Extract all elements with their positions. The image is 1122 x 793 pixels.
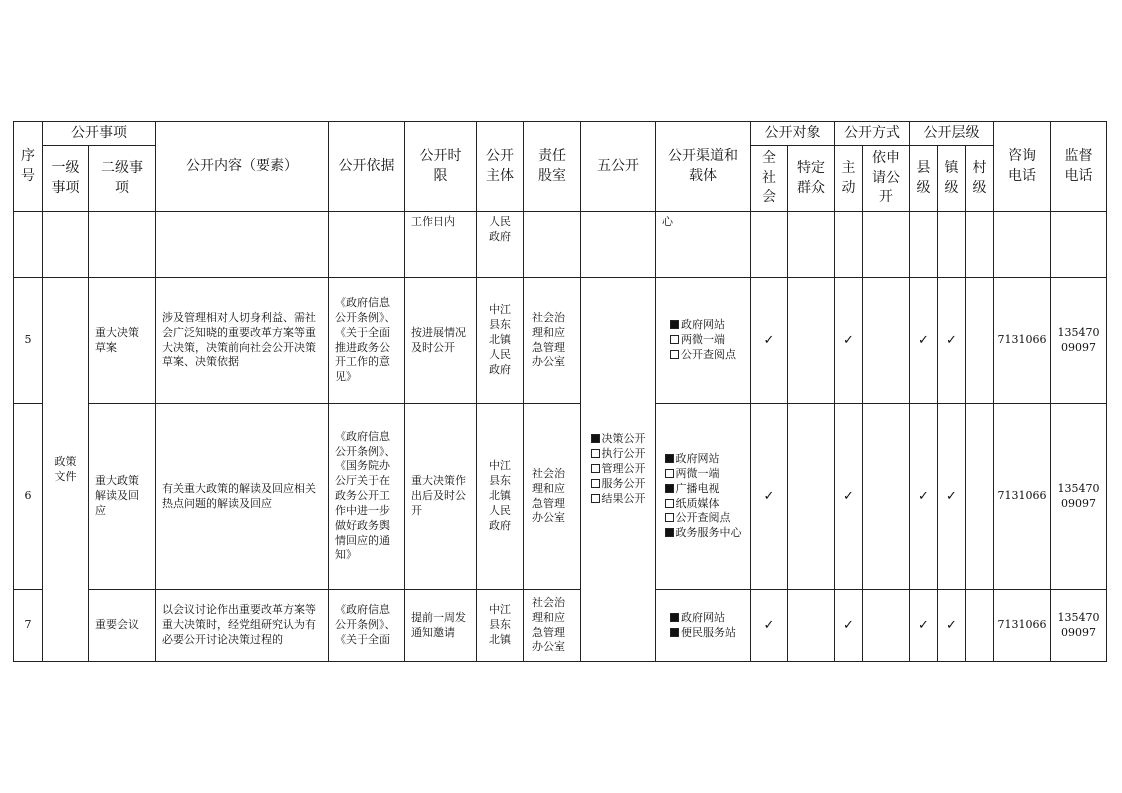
unchecked-box-icon [591,464,600,473]
cell-empty [966,212,994,278]
disclosure-table [13,121,1107,662]
checkbox-label: 服务公开 [601,476,646,490]
checkbox-label: 执行公开 [601,447,646,461]
checkbox-item [665,511,742,526]
cell-content: 有关重大政策的解读及回应相关热点问题的解读及回应 [156,404,329,590]
header-basis: 公开依据 [329,122,405,212]
checkbox-label: 公开查阅点 [681,347,736,361]
header-mode-apply: 依申请公开 [863,146,910,212]
cell-supervise: 13547009097 [1051,278,1107,404]
checkbox-label: 便民服务站 [681,625,736,639]
cell-supervise: 13547009097 [1051,404,1107,590]
cell-supervise: 13547009097 [1051,590,1107,662]
checkbox-item [591,462,646,477]
cell-target-all: ✓ [751,278,788,404]
header-level2: 二级事项 [89,146,156,212]
unchecked-box-icon [665,499,674,508]
cell-consult: 7131066 [994,404,1051,590]
five-open-list [591,432,646,506]
cell-empty [1051,212,1107,278]
cell-empty [156,212,329,278]
checkbox-item [670,333,736,348]
cell-time-limit: 提前一周发通知邀请 [405,590,477,662]
cell-consult: 7131066 [994,590,1051,662]
checkbox-label: 政府网站 [675,451,720,465]
checkbox-label: 两微一端 [675,466,720,480]
cell-seq: 5 [14,278,43,404]
cell-level2: 重大决策草案 [89,278,156,404]
header-seq: 序号 [14,122,43,212]
header-level-county: 县级 [910,146,938,212]
checkbox-item [591,492,646,507]
cell-empty [329,212,405,278]
cell-mode-active: ✓ [835,278,863,404]
cell-content: 涉及管理相对人切身利益、需社会广泛知晓的重要改革方案等重大决策，决策前向社会公开决策草案、决策依据 [156,278,329,404]
cell-level-town: ✓ [938,590,966,662]
cell-level2: 重要会议 [89,590,156,662]
cell-dept: 社会治理和应急管理办公室 [524,278,581,404]
cell-empty [89,212,156,278]
header-time-limit: 公开时限 [405,122,477,212]
cell-dept: 社会治理和应急管理办公室 [524,590,581,662]
cell-seq: 6 [14,404,43,590]
cell-empty [863,212,910,278]
cell-level-county: ✓ [910,404,938,590]
checkbox-item [591,432,646,447]
checkbox-item [670,611,736,626]
header-five-open: 五公开 [581,122,656,212]
checkbox-item [665,452,742,467]
header-target-specific: 特定群众 [788,146,835,212]
checkbox-label: 纸质媒体 [675,496,720,510]
checkbox-item [665,526,742,541]
header-mode-active: 主动 [835,146,863,212]
unchecked-box-icon [591,449,600,458]
cell-level-county: ✓ [910,590,938,662]
table-row [14,404,1107,590]
cell-seq: 7 [14,590,43,662]
cell-level-county: ✓ [910,278,938,404]
cell-subject: 人民政府 [477,212,524,278]
header-items-group: 公开事项 [43,122,156,146]
cell-empty [43,212,89,278]
unchecked-box-icon [591,494,600,503]
checkbox-item [591,477,646,492]
cell-target-all: ✓ [751,404,788,590]
cell-mode-active: ✓ [835,590,863,662]
header-supervise: 监督电话 [1051,122,1107,212]
cell-level-village [966,278,994,404]
checkbox-item [665,482,742,497]
checked-box-icon [670,628,679,637]
cell-channel [656,278,751,404]
unchecked-box-icon [665,513,674,522]
cell-five-open [581,278,656,662]
cell-mode-active: ✓ [835,404,863,590]
cell-target-specific [788,590,835,662]
header-consult: 咨询电话 [994,122,1051,212]
checked-box-icon [665,528,674,537]
checkbox-label: 政府网站 [681,318,725,332]
cell-target-specific [788,404,835,590]
cell-subject: 中江县东北镇 [477,590,524,662]
cell-subject: 中江县东北镇人民政府 [477,404,524,590]
table-row [14,278,1107,404]
cell-level-town: ✓ [938,278,966,404]
header-level1: 一级事项 [43,146,89,212]
checked-box-icon [665,454,674,463]
checkbox-item [670,318,736,333]
table-row [14,590,1107,662]
checked-box-icon [665,484,674,493]
header-level-group: 公开层级 [910,122,994,146]
cell-mode-apply [863,590,910,662]
header-content: 公开内容（要素） [156,122,329,212]
channel-list [665,452,742,541]
cell-empty [524,212,581,278]
cell-target-all: ✓ [751,590,788,662]
cell-level-village [966,404,994,590]
table-row-continuation [14,212,1107,278]
cell-empty [938,212,966,278]
checkbox-label: 广播电视 [675,481,720,495]
cell-mode-apply [863,404,910,590]
cell-level2: 重大政策解读及回应 [89,404,156,590]
checked-box-icon [670,320,679,329]
header-row-1 [14,122,1107,146]
cell-consult: 7131066 [994,278,1051,404]
cell-time-limit: 重大决策作出后及时公开 [405,404,477,590]
unchecked-box-icon [670,335,679,344]
checkbox-item [670,626,736,641]
cell-channel: 心 [656,212,751,278]
cell-channel [656,404,751,590]
cell-target-specific [788,278,835,404]
cell-empty [994,212,1051,278]
channel-list [670,611,736,641]
cell-dept: 社会治理和应急管理办公室 [524,404,581,590]
cell-empty [751,212,788,278]
channel-list [670,318,736,363]
checkbox-item [591,447,646,462]
cell-mode-apply [863,278,910,404]
cell-level-village [966,590,994,662]
header-mode-group: 公开方式 [835,122,910,146]
cell-empty [581,212,656,278]
cell-time-limit: 按进展情况及时公开 [405,278,477,404]
cell-empty [788,212,835,278]
header-channel: 公开渠道和载体 [656,122,751,212]
cell-channel [656,590,751,662]
checkbox-item [665,497,742,512]
checkbox-label: 管理公开 [601,462,646,476]
checkbox-label: 结果公开 [601,491,646,505]
checked-box-icon [670,613,679,622]
checkbox-label: 决策公开 [601,432,646,446]
header-subject: 公开主体 [477,122,524,212]
header-level-town: 镇级 [938,146,966,212]
unchecked-box-icon [670,350,679,359]
cell-level-town: ✓ [938,404,966,590]
cell-empty [14,212,43,278]
cell-subject: 中江县东北镇人民政府 [477,278,524,404]
cell-basis: 《政府信息公开条例》、《关于全面 [329,590,405,662]
cell-basis: 《政府信息公开条例》、《国务院办公厅关于在政务公开工作中进一步做好政务舆情回应的通知》 [329,404,405,590]
checkbox-label: 政府网站 [681,610,725,624]
checked-box-icon [591,434,600,443]
unchecked-box-icon [591,479,600,488]
checkbox-label: 政务服务中心 [675,526,742,540]
checkbox-item [665,467,742,482]
checkbox-label: 两微一端 [681,333,725,347]
cell-time-limit: 工作日内 [405,212,477,278]
header-target-all: 全社会 [751,146,788,212]
cell-empty [910,212,938,278]
header-target-group: 公开对象 [751,122,835,146]
unchecked-box-icon [665,469,674,478]
header-dept: 责任股室 [524,122,581,212]
cell-basis: 《政府信息公开条例》、《关于全面推进政务公开工作的意见》 [329,278,405,404]
checkbox-label: 公开查阅点 [675,511,731,525]
cell-content: 以会议讨论作出重要改革方案等重大决策时，经党组研究认为有必要公开讨论决策过程的 [156,590,329,662]
cell-empty [835,212,863,278]
checkbox-item [670,348,736,363]
header-level-village: 村级 [966,146,994,212]
cell-level1: 政策文件 [43,278,89,662]
